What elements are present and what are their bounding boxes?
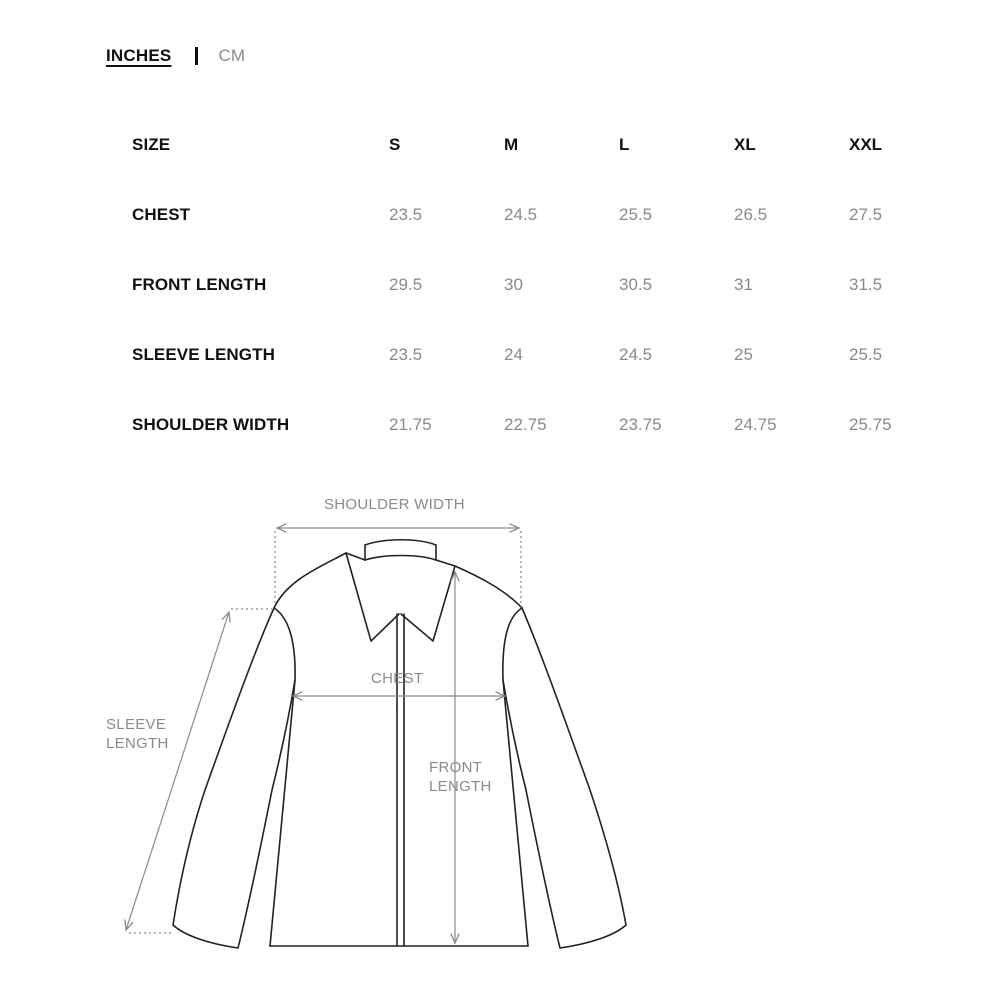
table-cell: 30.5 — [619, 275, 653, 294]
table-cell: 24.5 — [504, 205, 538, 224]
table-row-front-length — [132, 250, 964, 320]
garment-measurement-diagram — [0, 470, 1000, 1000]
sleeve-length-label-line2: LENGTH — [106, 735, 169, 752]
header-size-l: L — [619, 135, 630, 154]
sleeve-length-label — [106, 715, 169, 753]
table-cell: 24.75 — [734, 415, 777, 434]
header-size-s: S — [389, 135, 401, 154]
chest-label: CHEST — [371, 670, 424, 687]
table-cell: 24 — [504, 345, 523, 364]
table-cell: 25 — [734, 345, 753, 364]
unit-option-cm[interactable]: CM — [218, 46, 246, 65]
front-length-label-line1: FRONT — [429, 759, 483, 776]
table-cell: 31 — [734, 275, 753, 294]
table-cell: 27.5 — [849, 205, 883, 224]
table-row-sleeve-length — [132, 320, 964, 390]
unit-separator — [195, 47, 198, 65]
table-row-shoulder-width — [132, 390, 964, 460]
table-cell: 29.5 — [389, 275, 423, 294]
table-cell: 25.75 — [849, 415, 892, 434]
measurement-lines — [126, 528, 521, 943]
table-cell: 23.5 — [389, 345, 423, 364]
table-cell: 24.5 — [619, 345, 653, 364]
table-cell: 22.75 — [504, 415, 547, 434]
header-size-m: M — [504, 135, 519, 154]
table-cell: 31.5 — [849, 275, 883, 294]
front-length-label-line2: LENGTH — [429, 778, 492, 795]
table-cell: 23.75 — [619, 415, 662, 434]
jacket-shape — [173, 540, 626, 948]
table-cell: 25.5 — [849, 345, 883, 364]
table-cell: 26.5 — [734, 205, 768, 224]
unit-option-inches[interactable]: INCHES — [106, 46, 172, 65]
header-size-xxl: XXL — [849, 135, 883, 154]
size-chart-table — [132, 110, 964, 460]
unit-toggle — [106, 44, 245, 68]
table-row-chest — [132, 180, 964, 250]
row-label: SLEEVE LENGTH — [132, 345, 275, 364]
sleeve-length-label-line1: SLEEVE — [106, 716, 167, 733]
table-cell: 21.75 — [389, 415, 432, 434]
table-cell: 23.5 — [389, 205, 423, 224]
table-cell: 25.5 — [619, 205, 653, 224]
row-label: CHEST — [132, 205, 191, 224]
row-label: SHOULDER WIDTH — [132, 415, 290, 434]
row-label: FRONT LENGTH — [132, 275, 267, 294]
header-size-label: SIZE — [132, 135, 171, 154]
front-length-label — [429, 758, 492, 796]
table-cell: 30 — [504, 275, 523, 294]
shoulder-width-label: SHOULDER WIDTH — [324, 496, 465, 513]
table-header-row — [132, 110, 964, 180]
header-size-xl: XL — [734, 135, 756, 154]
